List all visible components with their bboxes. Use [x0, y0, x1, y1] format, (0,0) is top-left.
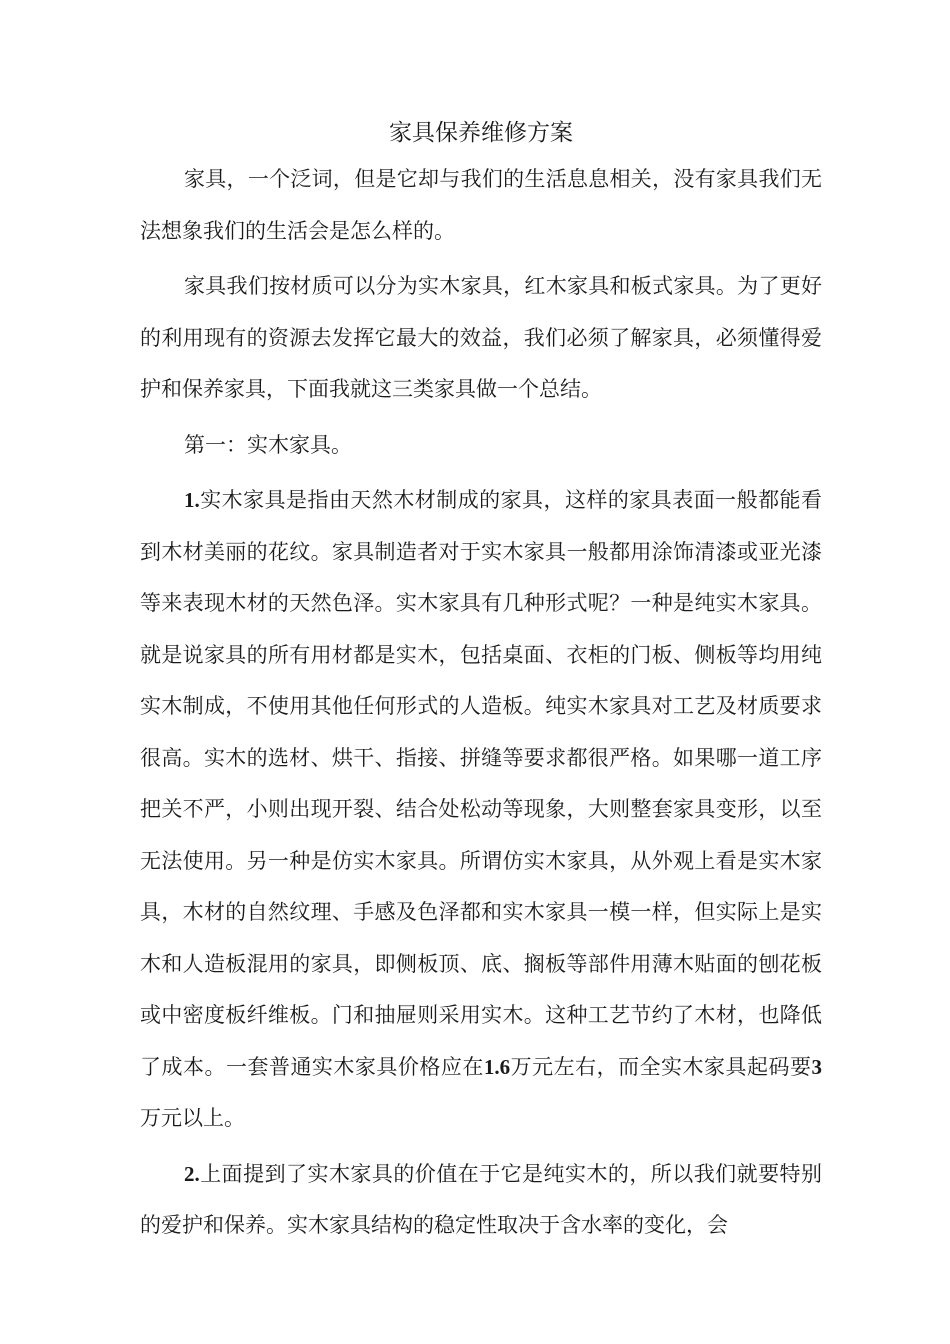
document-title: 家具保养维修方案 [389, 120, 573, 146]
document-page [140, 112, 822, 1252]
paragraph-text: 万元以上。 [140, 1106, 245, 1130]
paragraph-text: 上面提到了实木家具的价值在于它是纯实木的，所以我们就要特别的爱护和保养。实木家具结构的稳定性取决于含水率的变化，会 [140, 1161, 822, 1237]
item-number: 1. [184, 488, 200, 512]
item-number: 2. [184, 1161, 200, 1186]
section-heading-solid-wood: 第一：实木家具。 [184, 432, 352, 457]
paragraph-intro: 家具，一个泛词，但是它却与我们的生活息息相关，没有家具我们无法想象我们的生活会是怎么样的。 [140, 167, 822, 243]
paragraph-categories: 家具我们按材质可以分为实木家具，红木家具和板式家具。为了更好的利用现有的资源去发挥它最大的效益，我们必须了解家具，必须懂得爱护和保养家具，下面我就这三类家具做一个总结。 [140, 274, 822, 401]
price-value: 1.6 [483, 1054, 511, 1079]
paragraph-text: 万元左右，而全实木家具起码要 [510, 1054, 812, 1079]
paragraph-text: 实木家具是指由天然木材制成的家具，这样的家具表面一般都能看到木材美丽的花纹。家具制造者对于实木家具一般都用涂饰清漆或亚光漆等来表现木材的天然色泽。实木家具有几种形式呢？一种是纯实木家具。就是说家具的所有用材都是实木，包括桌面、衣柜的门板、侧板等均用纯实木制成，不使用其他任何形式的人造板。纯实木家具对工艺及材质要求很高。实木的选材、烘干、指接、拼缝等要求都很严格。如果哪一道工序把关不严，小则出现开裂、结合处松动等现象，大则整套家具变形，以至无法使用。另一种是仿实木家具。所谓仿实木家具，从外观上看是实木家具，木材的自然纹理、手感及色泽都和实木家具一模一样，但实际上是实木和人造板混用的家具，即侧板顶、底、搁板等部件用薄木贴面的刨花板或中密度板纤维板。门和抽屉则采用实木。这种工艺节约了木材，也降低了成本。一套普通实木家具价格应在 [140, 488, 822, 1079]
paragraph-solid-wood-definition [140, 475, 822, 1145]
paragraph-solid-wood-care [140, 1149, 822, 1252]
price-value: 3 [811, 1054, 823, 1079]
